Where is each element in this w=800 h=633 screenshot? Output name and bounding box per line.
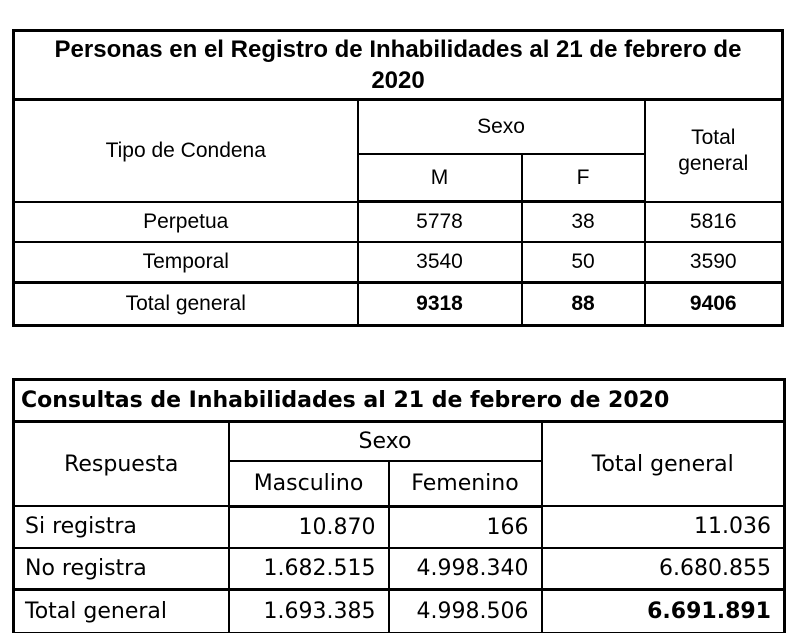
- female-column-header: F: [522, 154, 645, 202]
- personas-registro-table: [12, 29, 784, 327]
- masculino-value: 1.682.515: [229, 548, 389, 590]
- femenino-total-value: 4.998.506: [389, 589, 542, 633]
- male-total-value: 9318: [358, 283, 522, 326]
- table-row-total-general: [14, 589, 785, 633]
- row-label: Temporal: [14, 242, 358, 283]
- row-label: Si registra: [14, 506, 229, 548]
- total-row-label: Total general: [14, 283, 358, 326]
- grand-total-value: 6.691.891: [542, 589, 785, 633]
- total-value: 3590: [645, 242, 783, 283]
- total-value: 5816: [645, 202, 783, 243]
- sexo-group-header: Sexo: [358, 100, 645, 155]
- row-label: Perpetua: [14, 202, 358, 243]
- personas-header-row: [14, 100, 783, 155]
- personas-table-title: Personas en el Registro de Inhabilidades al 21 de febrero de 2020: [14, 31, 783, 100]
- table-row-no-registra: [14, 548, 785, 590]
- female-value: 38: [522, 202, 645, 243]
- table-row-total-general: [14, 283, 783, 326]
- femenino-column-header: Femenino: [389, 461, 542, 506]
- total-row-label: Total general: [14, 589, 229, 633]
- total-general-column-header: Total general: [645, 100, 783, 202]
- consultas-title-row: [14, 380, 785, 422]
- total-value: 11.036: [542, 506, 785, 548]
- masculino-total-value: 1.693.385: [229, 589, 389, 633]
- consultas-table-title: Consultas de Inhabilidades al 21 de febrero de 2020: [14, 380, 785, 422]
- total-value: 6.680.855: [542, 548, 785, 590]
- table-row-perpetua: [14, 202, 783, 243]
- respuesta-header: Respuesta: [14, 422, 229, 507]
- sexo-group-header: Sexo: [229, 422, 542, 461]
- grand-total-value: 9406: [645, 283, 783, 326]
- femenino-value: 166: [389, 506, 542, 548]
- table-row-si-registra: [14, 506, 785, 548]
- masculino-value: 10.870: [229, 506, 389, 548]
- row-label: No registra: [14, 548, 229, 590]
- tipo-de-condena-header: Tipo de Condena: [14, 100, 358, 202]
- male-column-header: M: [358, 154, 522, 202]
- male-value: 3540: [358, 242, 522, 283]
- personas-title-row: [14, 31, 783, 100]
- female-total-value: 88: [522, 283, 645, 326]
- table-row-temporal: [14, 242, 783, 283]
- femenino-value: 4.998.340: [389, 548, 542, 590]
- consultas-header-row: [14, 422, 785, 461]
- consultas-table: [12, 378, 786, 633]
- masculino-column-header: Masculino: [229, 461, 389, 506]
- female-value: 50: [522, 242, 645, 283]
- male-value: 5778: [358, 202, 522, 243]
- total-general-column-header: Total general: [542, 422, 785, 507]
